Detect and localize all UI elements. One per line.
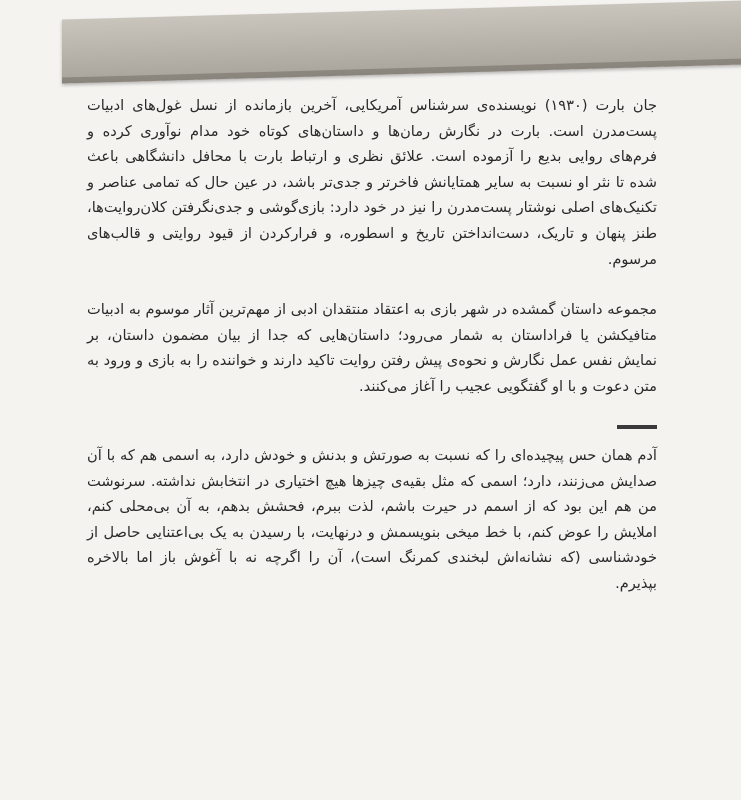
- excerpt-paragraph: آدم همان حس پیچیده‌ای را که نسبت به صورتش و بدنش و خودش دارد، به اسمی هم که با آن صدایش می‌زنند، دارد؛ اسمی که مثل بقیه‌ی چیزها هیچ اختیاری در انتخابش نداشته. سرنوشت من هم این بود که از اسمم در حیرت باشم، لذت ببرم، فحشش بدهم، به آن بی‌محلی کنم، املایش را عوض کنم، با خط میخی بنویسمش و درنهایت، با رسیدن به یک بی‌اعتنایی حاصل از خودشناسی (که نشانه‌اش لبخندی کمرنگ است)، آن را اگرچه نه با آغوش باز اما بالاخره بپذیرم.: [87, 447, 657, 592]
- collection-description: [87, 297, 657, 399]
- author-intro-paragraph: جان بارت (۱۹۳۰) نویسنده‌ی سرشناس آمریکایی، آخرین بازمانده از نسل غول‌های ادبیات پست‌مدرن است. بارت در نگارش رمان‌ها و داستان‌های کوتاه خود مدام نوآوری کرده و فرم‌های روایی بدیع را آزموده است. علائق نظری و ارتباط بارت با محافل دانشگاهی باعث شده تا نثر او نسبت به سایر همتایانش فاخرتر و جدی‌تر باشد، در عین حال که تمامی عناصر و تکنیک‌های اصلی نوشتار پست‌مدرن را نیز در خود دارد: بازی‌گوشی و جدی‌نگرفتن کلان‌روایت‌ها، طنز پنهان و تاریک، دست‌انداختن تاریخ و اسطوره، و فرارکردن از قیود روایتی و قالب‌های مرسوم.: [87, 97, 658, 268]
- cover-photo-fragment: [62, 0, 741, 84]
- book-excerpt: [87, 443, 657, 597]
- collection-paragraph: مجموعه داستان گمشده در شهر بازی به اعتقاد منتقدان ادبی از مهم‌ترین آثار موسوم به ادبیات متافیکشن یا فراداستان به شمار می‌رود؛ داستان‌هایی که جدا از بیان مضمون داستان، بر نمایش نفس عمل نگارش و نحوه‌ی پیش رفتن روایت تاکید دارند و خواننده را به بازی و ورود به متن دعوت و با او گفتگویی عجیب را آغاز می‌کنند.: [87, 301, 657, 395]
- section-divider: [617, 425, 657, 429]
- author-intro: [87, 93, 657, 272]
